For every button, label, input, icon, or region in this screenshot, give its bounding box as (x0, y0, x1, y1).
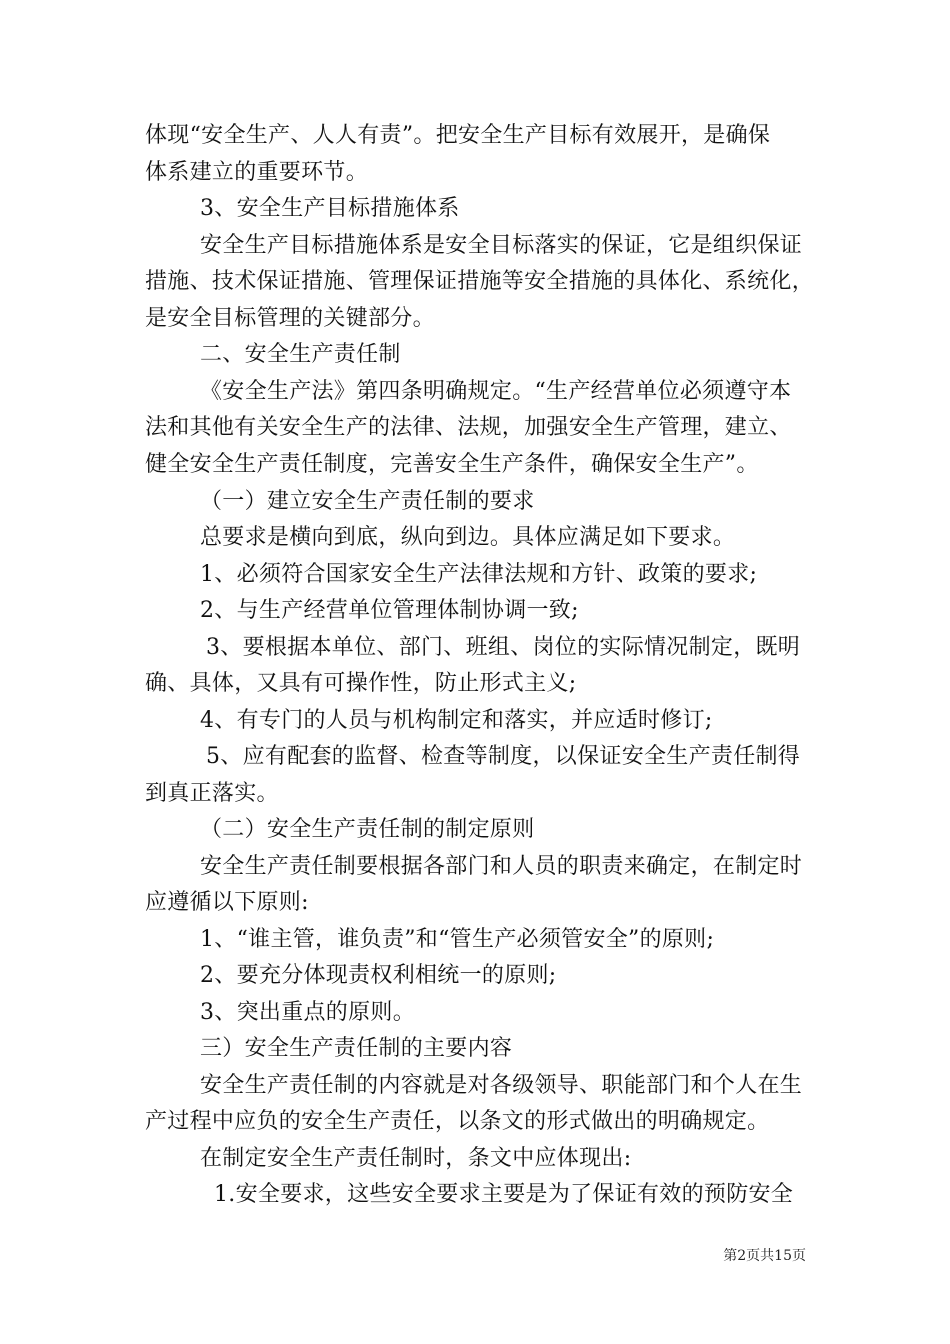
body-line: 产过程中应负的安全生产责任，以条文的形式做出的明确规定。 (145, 1109, 770, 1134)
list-item: 1、“谁主管，谁负责”和“管生产必须管安全”的原则; (200, 927, 715, 952)
body-line: 安全生产责任制的内容就是对各级领导、职能部门和个人在生 (200, 1073, 803, 1098)
list-item: 1.安全要求，这些安全要求主要是为了保证有效的预防安全 (214, 1182, 794, 1207)
body-line: 法和其他有关安全生产的法律、法规，加强安全生产管理，建立、 (145, 415, 792, 440)
list-item: 4、有专门的人员与机构制定和落实，并应适时修订; (200, 708, 713, 733)
body-line: 措施、技术保证措施、管理保证措施等安全措施的具体化、系统化， (145, 269, 815, 294)
section-heading: 3、安全生产目标措施体系 (200, 196, 460, 221)
section-heading: 三）安全生产责任制的主要内容 (200, 1036, 513, 1061)
body-line: 《安全生产法》第四条明确规定。“生产经营单位必须遵守本 (200, 379, 792, 404)
section-heading: （二）安全生产责任制的制定原则 (200, 817, 535, 842)
list-item: 1、必须符合国家安全生产法律法规和方针、政策的要求; (200, 562, 758, 587)
list-item: 2、与生产经营单位管理体制协调一致; (200, 598, 579, 623)
body-line: 体现“安全生产、人人有责”。把安全生产目标有效展开，是确保 (145, 123, 771, 148)
body-line: 体系建立的重要环节。 (145, 160, 369, 185)
page-number: 第2页共15页 (723, 1248, 806, 1264)
body-line: 是安全目标管理的关键部分。 (145, 306, 435, 331)
body-line: 总要求是横向到底，纵向到边。具体应满足如下要求。 (200, 525, 736, 550)
section-heading: 二、安全生产责任制 (200, 342, 401, 367)
list-item: 5、应有配套的监督、检查等制度，以保证安全生产责任制得 (206, 744, 801, 769)
section-heading: （一）建立安全生产责任制的要求 (200, 489, 535, 514)
body-line: 健全安全生产责任制度，完善安全生产条件，确保安全生产”。 (145, 452, 759, 477)
body-line: 应遵循以下原则: (145, 890, 309, 915)
body-line: 安全生产责任制要根据各部门和人员的职责来确定，在制定时 (200, 854, 803, 879)
list-item: 3、要根据本单位、部门、班组、岗位的实际情况制定，既明 (206, 635, 801, 660)
body-line: 确、具体，又具有可操作性，防止形式主义; (145, 671, 577, 696)
body-line: 在制定安全生产责任制时，条文中应体现出: (200, 1146, 632, 1171)
body-line: 到真正落实。 (145, 781, 279, 806)
list-item: 2、要充分体现责权利相统一的原则; (200, 963, 557, 988)
list-item: 3、突出重点的原则。 (200, 1000, 415, 1025)
body-line: 安全生产目标措施体系是安全目标落实的保证，它是组织保证 (200, 233, 803, 258)
